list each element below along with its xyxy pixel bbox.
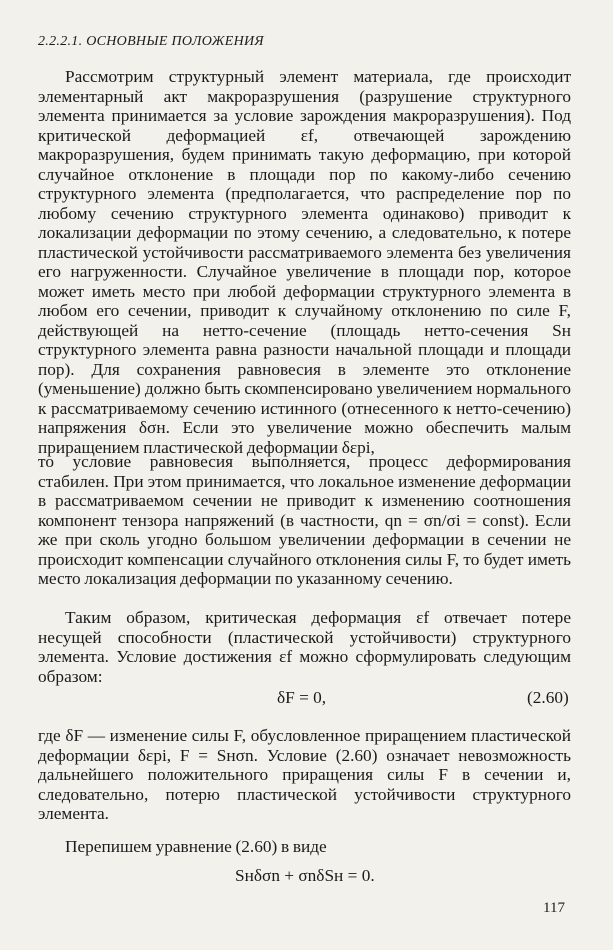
page-number: 117 xyxy=(543,900,565,916)
equation-2-60: δF = 0, xyxy=(277,688,327,707)
paragraph-4: Перепишем уравнение (2.60) в виде xyxy=(65,837,327,856)
equation-rewritten: Sнδσn + σnδSн = 0. xyxy=(235,866,375,885)
paragraph-3: где δF — изменение силы F, обусловленное приращением пластической деформации δεpi, F = Sнσn. Условие (2.60) означает невозможность дальнейшего положительного приращения силы F в сечении и, следовательно, потерю пластической устойчивости структурного элемента. xyxy=(38,726,571,823)
section-heading: 2.2.2.1. ОСНОВНЫЕ ПОЛОЖЕНИЯ xyxy=(38,34,264,49)
equation-number: (2.60) xyxy=(527,688,569,707)
paragraph-2: Таким образом, критическая деформация εf отвечает потере несущей способности (пластической устойчивости) структурного элемента. Условие достижения εf можно сформулировать следующим образом: xyxy=(38,608,571,686)
paragraph-1-continued: то условие равновесия выполняется, процесс деформирования стабилен. При этом принимается, что локальное изменение деформации в рассматриваемом сечении не приводит к изменению соотношения компонент тензора напряжений (в частности, qn = σn/σi = const). Если же при сколь угодно большом увеличении деформации в сечении не происходит компенсации случайного отклонения силы F, то будет иметь место локализация деформации по указанному сечению. xyxy=(38,452,571,588)
paragraph-1: Рассмотрим структурный элемент материала, где происходит элементарный акт макроразрушения (разрушение структурного элемента принимается за условие зарождения макроразрушения). Под критической деформацией εf, отвечающей зарождению макроразрушения, будем принимать такую деформацию, при которой случайное отклонение в площади пор по какому-либо сечению структурного элемента (предполагается, что распределение пор по любому сечению структурного элемента одинаково) приводит к локализации деформации по этому сечению, а следовательно, к потере пластической устойчивости рассматриваемого элемента без увеличения его нагруженности. Случайное увеличение в площади пор, которое может иметь место при любой деформации структурного элемента в любом его сечении, приводит к случайному отклонению по силе F, действующей на нетто-сечение (площадь нетто-сечения Sн структурного элемента равна разности начальной площади и площади пор). Для сохранения равновесия в элементе это отклонение (уменьшение) должно быть скомпенсировано увеличением нормального к рассматриваемому сечению истинного (отнесенного к нетто-сечению) напряжения δσн. Если это увеличение можно обеспечить малым приращением пластической деформации δεpi, xyxy=(38,67,571,457)
